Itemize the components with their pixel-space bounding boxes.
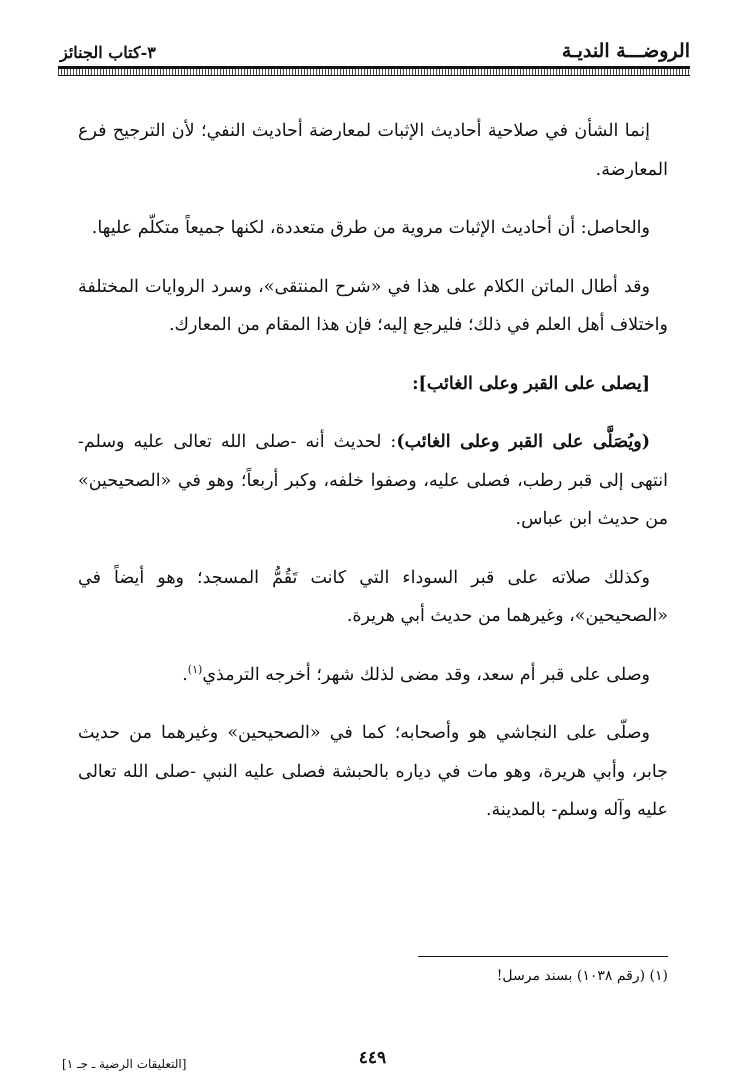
paragraph [78, 656, 668, 695]
paragraph: إنما الشأن في صلاحية أحاديث الإثبات لمعارضة أحاديث النفي؛ لأن الترجيح فرع المعارضة. [78, 121, 668, 180]
paragraph: وكذلك صلاته على قبر السوداء التي كانت تَقُمُّ المسجد؛ وهو أيضاً في «الصحيحين»، وغيرهما من حديث أبي هريرة. [78, 567, 668, 626]
paragraph: والحاصل: أن أحاديث الإثبات مروية من طرق متعددة، لكنها جميعاً متكلّم عليها. [91, 218, 650, 238]
paragraph: وصلّى على النجاشي هو وأصحابه؛ كما في «الصحيحين» وغيرهما من حديث جابر، وأبي هريرة، وهو مات في دياره بالحبشة فصلى عليه النبي -صلى الله تعالى عليه وآله وسلم- بالمدينة. [78, 723, 668, 820]
paragraph-text: وصلى على قبر أم سعد، وقد مضى لذلك شهر؛ أخرجه الترمذي [202, 664, 650, 685]
section-heading: [يصلى على القبر وعلى الغائب]: [412, 373, 650, 394]
book-title: الروضـــة النديـة [561, 40, 690, 62]
footnote: (١) (رقم ١٠٣٨) بسند مرسل! [496, 968, 668, 984]
sharh-text: : لحديث أنه -صلى الله تعالى عليه وسلم- انتهى إلى قبر رطب، فصلى عليه، وصفوا خلفه، وكبر أربعاً؛ وهو في «الصحيحين» من حديث ابن عباس. [78, 432, 668, 529]
chapter-title: ٣-كتاب الجنائز [60, 43, 156, 62]
footer-publisher: [التعليقات الرضية ـ جـ ١] [62, 1057, 187, 1071]
header-rule [58, 66, 690, 76]
paragraph-end: . [182, 664, 188, 685]
page-number: ٤٤٩ [358, 1048, 387, 1068]
matn-text: (ويُصَلَّى على القبر وعلى الغائب) [396, 432, 650, 452]
main-text [78, 112, 668, 850]
footnote-divider [418, 956, 668, 957]
running-header [60, 38, 690, 62]
footnote-ref[interactable]: (١) [187, 662, 203, 676]
paragraph [78, 423, 668, 539]
paragraph: وقد أطال الماتن الكلام على هذا في «شرح المنتقى»، وسرد الروايات المختلفة واختلاف أهل العلم في ذلك؛ فليرجع إليه؛ فإن هذا المقام من المعارك. [78, 276, 668, 335]
